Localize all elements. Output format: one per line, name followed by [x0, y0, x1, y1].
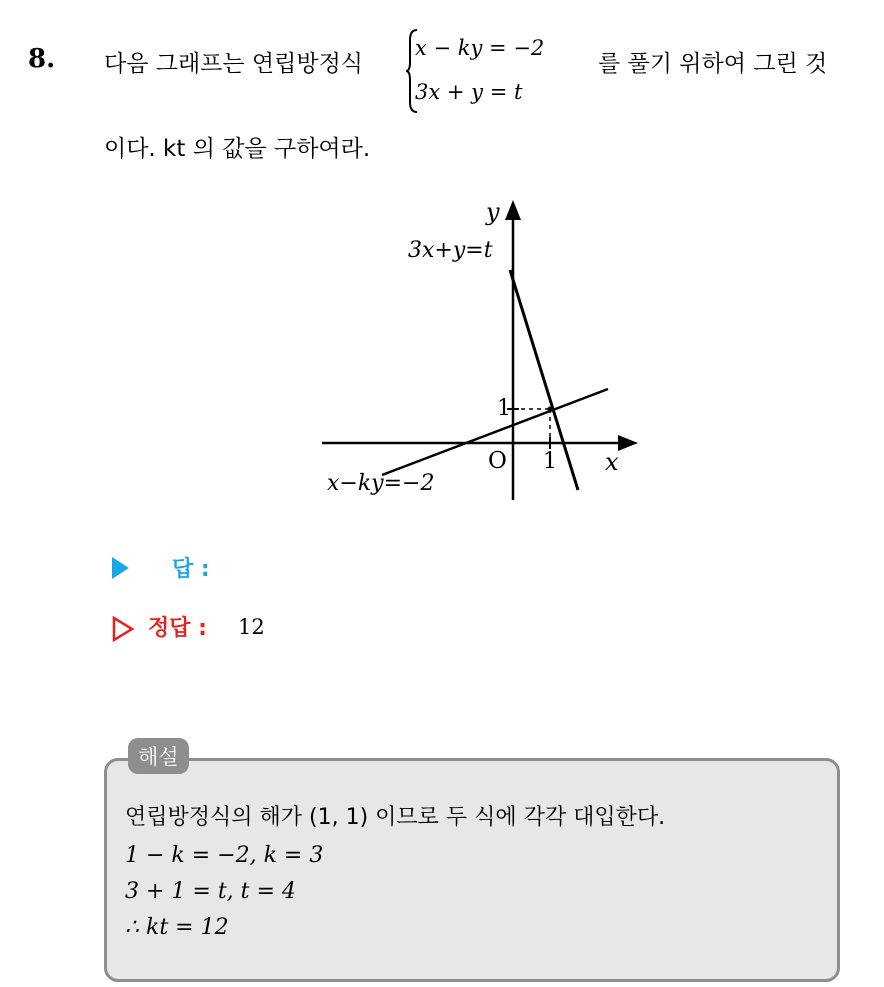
origin-label: O — [488, 448, 507, 474]
line-1-label: 3x+y=t — [408, 238, 493, 263]
answer-arrow-icon — [112, 557, 129, 579]
question-number: 8. — [28, 44, 56, 74]
solution-box — [104, 758, 840, 982]
solution-line-1: 연립방정식의 해가 (1, 1) 이므로 두 식에 각각 대입한다. — [125, 805, 666, 830]
equation-2: 3x + y = t — [415, 80, 523, 104]
answer-label: 답 : — [172, 557, 210, 582]
question-text-after: 를 풀기 위하여 그린 것 — [598, 51, 828, 77]
correct-answer-label: 정답 : — [148, 616, 207, 641]
solution-line-2: 1 − k = −2, k = 3 — [125, 843, 324, 868]
question-text-before: 다음 그래프는 연립방정식 — [104, 51, 364, 77]
intersection-point — [548, 407, 553, 412]
question-line-2: 이다. kt 의 값을 구하여라. — [104, 136, 371, 162]
correct-arrow-icon — [112, 616, 134, 642]
x-axis-arrow-icon — [618, 435, 638, 451]
correct-answer-value: 12 — [238, 615, 265, 639]
graph — [300, 190, 660, 510]
equation-1: x − ky = −2 — [415, 36, 545, 60]
line-2-label: x−ky=−2 — [327, 471, 435, 496]
y-axis-arrow-icon — [505, 200, 521, 220]
solution-line-4: ∴ kt = 12 — [125, 915, 229, 940]
x-tick-label: 1 — [543, 449, 557, 474]
equation-system — [415, 26, 544, 114]
y-tick-label: 1 — [497, 396, 511, 421]
solution-tag: 해설 — [128, 738, 189, 774]
solution-line-3: 3 + 1 = t, t = 4 — [125, 879, 296, 904]
y-axis-label: y — [486, 198, 500, 226]
x-axis-label: x — [605, 448, 619, 476]
